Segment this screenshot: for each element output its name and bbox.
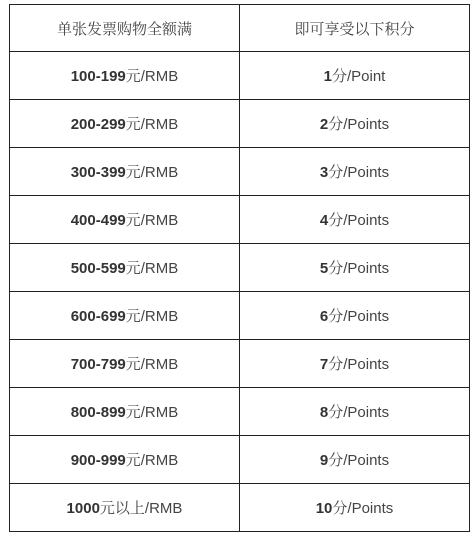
amount-cell — [10, 100, 240, 148]
points-unit: 分/Point — [331, 68, 386, 85]
amount-range: 800-899 — [70, 404, 126, 421]
points-value: 9 — [319, 452, 329, 469]
points-unit: 分/Points — [328, 452, 390, 469]
points-cell — [240, 244, 470, 292]
amount-unit: 元/RMB — [125, 164, 179, 181]
points-cell — [240, 340, 470, 388]
amount-cell — [10, 436, 240, 484]
points-unit: 分/Points — [328, 404, 390, 421]
table-row — [10, 340, 470, 388]
points-cell — [240, 292, 470, 340]
points-cell — [240, 484, 470, 532]
points-unit: 分/Points — [328, 308, 390, 325]
amount-range: 500-599 — [70, 260, 126, 277]
points-value: 2 — [319, 116, 329, 133]
points-unit: 分/Points — [328, 356, 390, 373]
points-value: 10 — [315, 500, 333, 517]
points-cell — [240, 436, 470, 484]
points-cell — [240, 52, 470, 100]
points-unit: 分/Points — [328, 164, 390, 181]
points-unit: 分/Points — [328, 260, 390, 277]
amount-cell — [10, 484, 240, 532]
points-unit: 分/Points — [328, 212, 390, 229]
amount-range: 200-299 — [70, 116, 126, 133]
table-row — [10, 484, 470, 532]
points-unit: 分/Points — [328, 116, 390, 133]
header-row — [10, 5, 470, 52]
amount-range: 300-399 — [70, 164, 126, 181]
amount-unit: 元以上/RMB — [99, 500, 183, 517]
amount-cell — [10, 196, 240, 244]
points-cell — [240, 388, 470, 436]
table-row — [10, 52, 470, 100]
points-table — [9, 4, 470, 532]
table-body — [10, 52, 470, 532]
table-row — [10, 148, 470, 196]
amount-unit: 元/RMB — [125, 116, 179, 133]
amount-range: 400-499 — [70, 212, 126, 229]
amount-range: 600-699 — [70, 308, 126, 325]
amount-range: 100-199 — [70, 68, 126, 85]
points-value: 6 — [319, 308, 329, 325]
amount-unit: 元/RMB — [125, 260, 179, 277]
table-row — [10, 388, 470, 436]
amount-unit: 元/RMB — [125, 356, 179, 373]
amount-cell — [10, 292, 240, 340]
points-value: 5 — [319, 260, 329, 277]
table-row — [10, 244, 470, 292]
header-points: 即可享受以下积分 — [240, 5, 470, 52]
points-unit: 分/Points — [332, 500, 394, 517]
amount-unit: 元/RMB — [125, 404, 179, 421]
amount-range: 900-999 — [70, 452, 126, 469]
points-value: 7 — [319, 356, 329, 373]
header-amount: 单张发票购物全额满 — [10, 5, 240, 52]
points-value: 3 — [319, 164, 329, 181]
amount-cell — [10, 148, 240, 196]
points-value: 1 — [323, 68, 332, 85]
amount-unit: 元/RMB — [125, 452, 179, 469]
table-row — [10, 292, 470, 340]
amount-range: 1000 — [66, 500, 100, 517]
table-row — [10, 196, 470, 244]
amount-unit: 元/RMB — [125, 308, 179, 325]
table-row — [10, 100, 470, 148]
table-row — [10, 436, 470, 484]
points-cell — [240, 100, 470, 148]
amount-cell — [10, 244, 240, 292]
amount-range: 700-799 — [70, 356, 126, 373]
points-value: 8 — [319, 404, 329, 421]
points-cell — [240, 196, 470, 244]
points-cell — [240, 148, 470, 196]
amount-cell — [10, 340, 240, 388]
amount-cell — [10, 52, 240, 100]
amount-cell — [10, 388, 240, 436]
points-value: 4 — [319, 212, 329, 229]
amount-unit: 元/RMB — [125, 68, 179, 85]
amount-unit: 元/RMB — [125, 212, 179, 229]
